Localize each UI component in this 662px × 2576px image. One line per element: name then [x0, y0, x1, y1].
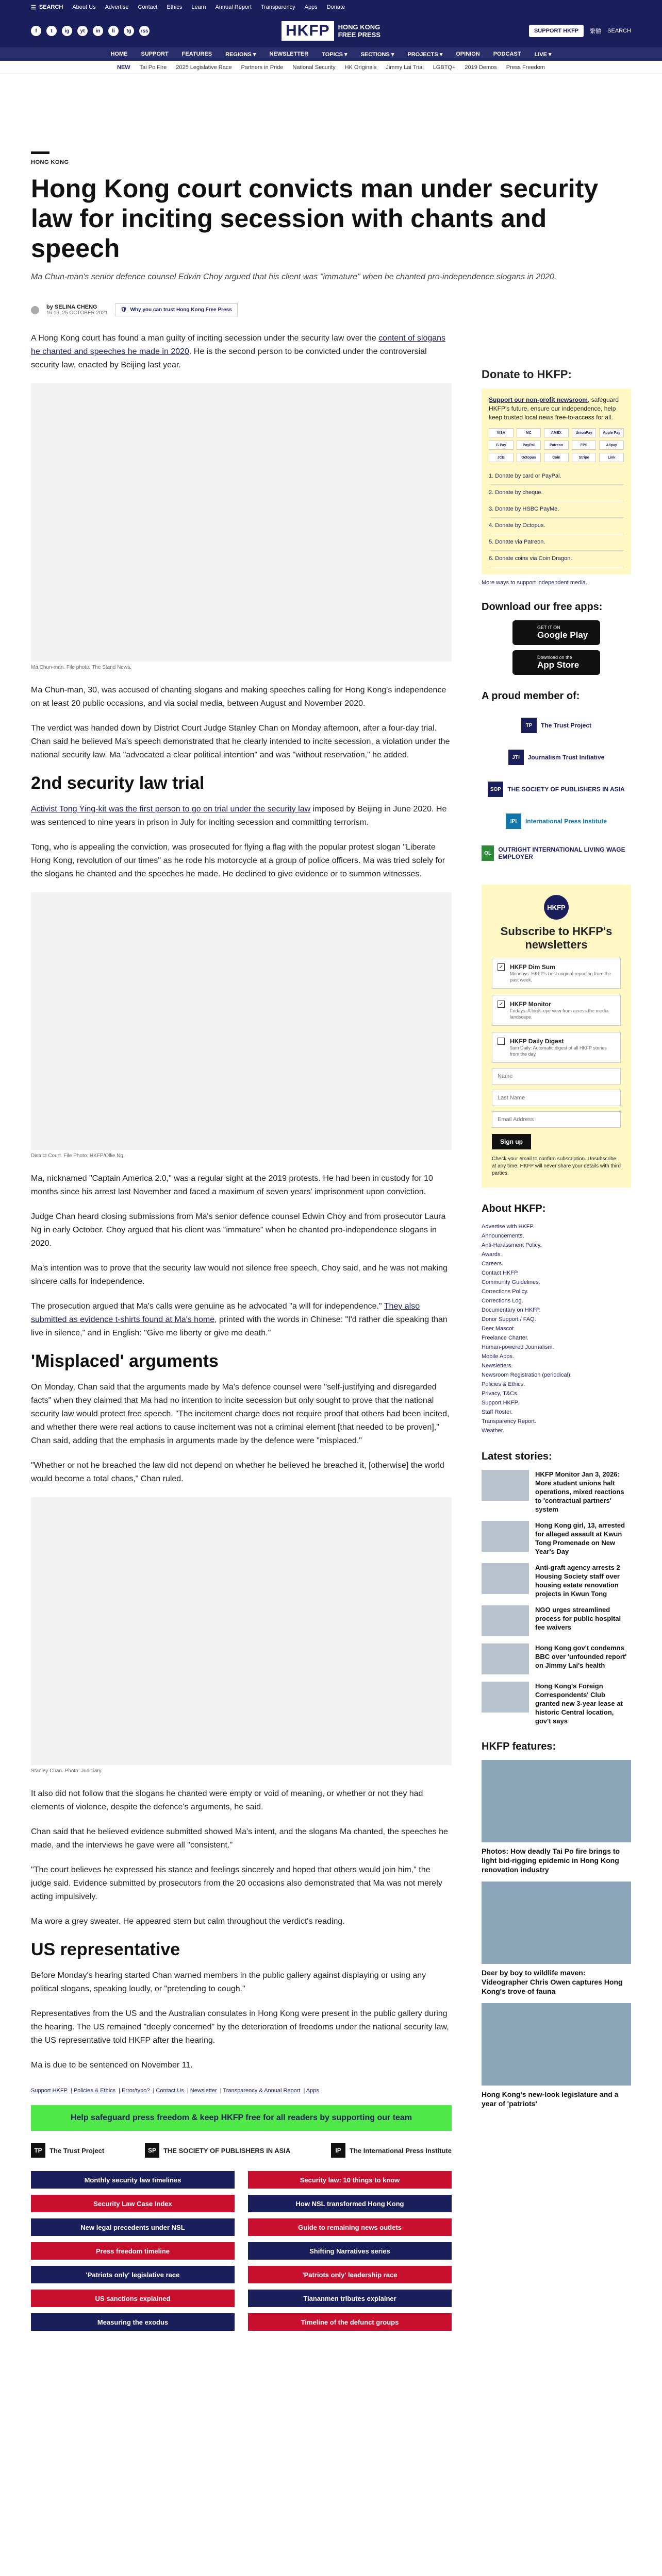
about-list — [482, 1222, 631, 1435]
paragraph: A Hong Kong court has found a man guilty of inciting secession under the security law over the content of slogans he chanted and speeches he made in 2020. He is the second person to be convicted under the controversial security law, enacted by Beijing last year. — [31, 334, 446, 369]
language-toggle[interactable]: 繁體 — [590, 28, 602, 35]
donate-title: Donate to HKFP: — [482, 368, 572, 381]
feature-image — [482, 1760, 631, 1842]
paragraph: Ma, nicknamed "Captain America 2.0," was a regular sight at the 2019 protests. He had been in custody for 10 months since his arrest last November and faced a maximum of seven years' imprisonment upon conviction. — [31, 1174, 433, 1196]
promo-link[interactable]: Timeline of the defunct groups — [248, 2313, 452, 2331]
donate-steps — [489, 468, 624, 567]
figure — [31, 383, 452, 670]
payment-icon: Stripe — [572, 453, 597, 462]
figure — [31, 1497, 452, 1774]
utility-link[interactable]: Annual Report — [215, 4, 252, 10]
promo-link[interactable]: Shifting Narratives series — [248, 2242, 452, 2260]
article-link[interactable]: Activist Tong Ying-kit was the first person to go on trial under the security law — [31, 805, 311, 814]
feature-title[interactable]: Deer by boy to wildlife maven: Videographer Chris Owen captures Hong Kong's trove of fauna — [482, 1969, 623, 1995]
footer-link[interactable]: Contact Us — [156, 2088, 184, 2094]
article-photo — [31, 892, 452, 1150]
byline — [31, 303, 631, 316]
logo-mark: HKFP — [282, 21, 334, 41]
utility-bar — [0, 0, 662, 14]
publish-date: 16:13, 25 OCTOBER 2021 — [46, 310, 108, 316]
newsletter-box — [482, 885, 631, 1188]
site-logo[interactable] — [282, 21, 380, 41]
paragraph: Representatives from the US and the Australian consulates in Hong Kong were present in the public gallery during the hearing. The US remained "deeply concerned" by the deterioration of freedoms under the national security law, the US representative told HKFP after the hearing. — [31, 2009, 449, 2045]
latest-story[interactable] — [482, 1521, 631, 1556]
latest-story[interactable] — [482, 1563, 631, 1598]
feature-card[interactable] — [482, 2003, 631, 2108]
feature-image — [482, 2003, 631, 2086]
footer-link[interactable]: Apps — [306, 2088, 319, 2094]
paragraph: Ma wore a grey sweater. He appeared stern but calm throughout the verdict's reading. — [31, 1917, 345, 1926]
nav-item[interactable]: PROJECTS ▾ — [407, 51, 443, 58]
story-thumbnail — [482, 1643, 529, 1674]
payment-icon: Octopus — [517, 453, 541, 462]
promo-link[interactable]: US sanctions explained — [31, 2290, 235, 2307]
story-thumbnail — [482, 1563, 529, 1594]
search-button[interactable]: SEARCH — [607, 28, 631, 34]
payment-icon: JCB — [489, 453, 514, 462]
tag-link[interactable]: Jimmy Lai Trial — [386, 64, 424, 71]
latest-story[interactable] — [482, 1470, 631, 1514]
trending-tags — [0, 61, 662, 74]
newsletter-title: Subscribe to HKFP's newsletters — [500, 925, 613, 951]
payment-icon: PayPal — [517, 440, 541, 450]
about-link[interactable]: Support HKFP. — [482, 1400, 519, 1406]
latest-story[interactable] — [482, 1682, 631, 1725]
member-logo[interactable]: TP The Trust Project — [482, 709, 631, 741]
menu-button[interactable] — [31, 4, 63, 11]
promo-link[interactable]: New legal precedents under NSL — [31, 2218, 235, 2236]
about-link[interactable]: Anti-Harassment Policy. — [482, 1242, 542, 1248]
newsletter-logo: HKFP — [544, 895, 569, 920]
apps-title: Download our free apps: — [482, 601, 603, 613]
donate-step[interactable]: 2. Donate by cheque. — [489, 485, 624, 501]
checkbox[interactable]: ✓ — [498, 963, 505, 971]
checkbox[interactable] — [498, 1038, 505, 1045]
story-title[interactable]: Anti-graft agency arrests 2 Housing Society staff over housing estate renovation projects in Kwun Tong — [535, 1564, 620, 1598]
linktree-icon[interactable]: li — [108, 26, 119, 36]
article-body — [31, 332, 452, 2331]
about-title: About HKFP: — [482, 1203, 546, 1214]
paragraph: Before Monday's hearing started Chan warned members in the public gallery against displaying or using any political slogans, speaking loudly, or "pretending to cough." — [31, 1971, 426, 1993]
promo-link[interactable]: 'Patriots only' legislative race — [31, 2266, 235, 2283]
promo-link[interactable]: Monthly security law timelines — [31, 2171, 235, 2189]
nav-item[interactable]: LIVE ▾ — [534, 51, 552, 58]
about-link[interactable]: Community Guidelines. — [482, 1279, 540, 1285]
trust-project-logo[interactable]: TP The Trust Project — [31, 2143, 104, 2158]
tag-link[interactable]: 2019 Demos — [465, 64, 497, 71]
story-title[interactable]: NGO urges streamlined process for public hospital fee waivers — [535, 1606, 621, 1631]
paragraph: Judge Chan heard closing submissions from Ma's senior defence counsel Edwin Choy and from prosecutor Laura Ng in early October. Choy argued that his client was "immature" when he chanted pro-independence slogans in 2020. — [31, 1212, 446, 1248]
nav-item[interactable]: NEWSLETTER — [269, 51, 309, 57]
story-thumbnail — [482, 1605, 529, 1636]
about-link[interactable]: Contact HKFP. — [482, 1270, 519, 1276]
paragraph: "The court believes he expressed his stance and feelings sincerely and hoped that others would join him," the judge said. Evidence submitted by prosecutors from the 20 occasions also demonstrated that Ma was not merely acting impulsively. — [31, 1866, 442, 1901]
utility-link[interactable]: Contact — [138, 4, 158, 10]
about-link[interactable]: Human-powered Journalism. — [482, 1344, 554, 1350]
nav-item[interactable]: HOME — [110, 51, 128, 57]
last-name-field[interactable] — [492, 1090, 621, 1106]
paragraph: The prosecution argued that Ma's calls were genuine as he advocated "a will for independence." They also submitted as evidence t-shirts found at Ma's home, printed with the words in Chinese: "I'd rather die speaking than live in silence," and in English: "Give me liberty or give me death." — [31, 1302, 448, 1337]
feature-list — [482, 1760, 631, 2108]
main-nav — [0, 47, 662, 61]
footer-link[interactable]: Support HKFP — [31, 2088, 68, 2094]
about-link[interactable]: Deer Mascot. — [482, 1326, 516, 1332]
footer-link[interactable]: Transparency & Annual Report — [223, 2088, 301, 2094]
paragraph: The verdict was handed down by District Court Judge Stanley Chan on Monday afternoon, after a four-day trial. Chan said he believed Ma's speech demonstrated that he clearly intended to incite secession, a violation under the national security law. Ma "advocated a clear political intention" and was "without reservation," he added. — [31, 724, 450, 759]
google-play-button[interactable]: GET IT ON Google Play — [512, 620, 600, 645]
about-link[interactable]: Announcements. — [482, 1233, 524, 1239]
promo-link[interactable]: 'Patriots only' leadership race — [248, 2266, 452, 2283]
payment-icon: UnionPay — [572, 428, 597, 437]
photo-caption: District Court. File Photo: HKFP/Ollie Ng. — [31, 1153, 125, 1159]
promo-link[interactable]: Measuring the exodus — [31, 2313, 235, 2331]
name-field[interactable] — [492, 1068, 621, 1084]
donate-step[interactable]: 4. Donate by Octopus. — [489, 518, 624, 534]
latest-title: Latest stories: — [482, 1451, 552, 1462]
features-title: HKFP features: — [482, 1741, 556, 1752]
nav-item[interactable]: TOPICS ▾ — [322, 51, 347, 58]
nav-item[interactable]: REGIONS ▾ — [225, 51, 256, 58]
promo-link[interactable]: Press freedom timeline — [31, 2242, 235, 2260]
brand-bar — [0, 14, 662, 47]
promo-link[interactable]: Tiananmen tributes explainer — [248, 2290, 452, 2307]
subheading: 'Misplaced' arguments — [31, 1351, 219, 1371]
tag-link[interactable]: LGBTQ+ — [433, 64, 456, 71]
latest-story[interactable] — [482, 1605, 631, 1636]
feature-card[interactable] — [482, 1882, 631, 1996]
payment-icon: Patreon — [544, 440, 569, 450]
payment-icons — [489, 428, 624, 462]
donate-step[interactable]: 6. Donate coins via Coin Dragon. — [489, 551, 624, 567]
shield-icon: 🛡 — [120, 307, 127, 313]
promo-link[interactable]: How NSL transformed Hong Kong — [248, 2195, 452, 2212]
tag-link[interactable]: Press Freedom — [506, 64, 545, 71]
footer-link[interactable]: Newsletter — [190, 2088, 217, 2094]
article-photo — [31, 383, 452, 662]
donate-step[interactable]: 1. Donate by card or PayPal. — [489, 468, 624, 485]
partner-logos — [31, 2143, 452, 2158]
logo-text: HONG KONG FREE PRESS — [338, 23, 381, 39]
latest-stories — [482, 1470, 631, 1725]
feature-image — [482, 1882, 631, 1964]
utility-link[interactable]: About Us — [72, 4, 96, 10]
instagram-icon[interactable]: ig — [62, 26, 72, 36]
member-logo[interactable]: SOP THE SOCIETY OF PUBLISHERS IN ASIA — [482, 773, 631, 805]
promo-link[interactable]: Guide to remaining news outlets — [248, 2218, 452, 2236]
payment-icon: FPS — [572, 440, 597, 450]
payment-icon: G Pay — [489, 440, 514, 450]
youtube-icon[interactable]: yt — [77, 26, 88, 36]
newsletter-option[interactable]: ✓ HKFP Monitor Fridays: A birds-eye view from across the media landscape. — [492, 995, 621, 1026]
utility-link[interactable]: Learn — [191, 4, 206, 10]
article-photo — [31, 1497, 452, 1765]
support-button[interactable]: SUPPORT HKFP — [529, 25, 584, 37]
about-link[interactable]: Corrections Log. — [482, 1298, 523, 1304]
twitter-icon[interactable]: t — [46, 26, 57, 36]
section-rule — [31, 151, 49, 154]
utility-link[interactable]: Advertise — [105, 4, 129, 10]
feature-title[interactable]: Hong Kong's new-look legislature and a year of 'patriots' — [482, 2090, 619, 2108]
nav-item[interactable]: SECTIONS ▾ — [360, 51, 394, 58]
paragraph: Tong, who is appealing the conviction, was prosecuted for flying a flag with the popular protest slogan "Liberate Hong Kong, revolution of our times" as he rode his motorcycle at a group of police officers. Ma was tried solely for the slogans he chanted and the speeches he made. He declined to give evidence or to summon witnesses. — [31, 843, 445, 878]
about-link[interactable]: Newsroom Registration (periodical). — [482, 1372, 572, 1378]
sopa-logo[interactable]: SP THE SOCIETY OF PUBLISHERS IN ASIA — [145, 2143, 290, 2158]
story-thumbnail — [482, 1470, 529, 1501]
paragraph: Ma Chun-man, 30, was accused of chanting slogans and making speeches calling for Hong Kong's independence on at least 20 public occasions, and via social media, between August and November 2020. — [31, 686, 446, 708]
story-title[interactable]: Hong Kong gov't condemns BBC over 'unfounded report' on Jimmy Lai's health — [535, 1644, 627, 1669]
newsletter-note: Check your email to confirm subscription. Unsubscribe at any time. HKFP will never share your details with third parties. — [492, 1156, 621, 1176]
story-thumbnail — [482, 1521, 529, 1552]
about-link[interactable]: Policies & Ethics. — [482, 1381, 525, 1387]
about-link[interactable]: Freelance Charter. — [482, 1335, 529, 1341]
section-label[interactable]: HONG KONG — [31, 159, 69, 165]
about-link[interactable]: Staff Roster. — [482, 1409, 513, 1415]
utility-link[interactable]: Transparency — [260, 4, 295, 10]
donate-box — [482, 388, 631, 574]
email-field[interactable] — [492, 1111, 621, 1128]
newsletter-option[interactable]: HKFP Daily Digest 9am Daily: Automatic digest of all HKFP stories from the day. — [492, 1032, 621, 1063]
subheading: 2nd security law trial — [31, 773, 205, 793]
payment-icon: Alipay — [599, 440, 624, 450]
author-avatar — [31, 306, 39, 314]
rss-icon[interactable]: rss — [139, 26, 150, 36]
paragraph: Activist Tong Ying-kit was the first person to go on trial under the security law imposed by Beijing in June 2020. He was sentenced to nine years in prison in July for inciting secession and committing terrorism. — [31, 805, 447, 827]
about-link[interactable]: Mobile Apps. — [482, 1353, 514, 1360]
payment-icon: Apple Pay — [599, 428, 624, 437]
tag-link[interactable]: Tai Po Fire — [139, 64, 167, 71]
latest-story[interactable] — [482, 1643, 631, 1674]
newsletter-option[interactable]: ✓ HKFP Dim Sum Mondays: HKFP's best original reporting from the past week. — [492, 958, 621, 989]
about-link[interactable]: Awards. — [482, 1251, 502, 1258]
paragraph: Ma's intention was to prove that the security law would not silence free speech, Choy said, and he was not making sincere calls for independence. — [31, 1264, 448, 1286]
article-standfirst: Ma Chun-man's senior defence counsel Edwin Choy argued that his client was "immature" when he chanted pro-independence slogans in 2020. — [31, 273, 557, 281]
about-link[interactable]: Corrections Policy. — [482, 1289, 528, 1295]
story-title[interactable]: Hong Kong's Foreign Correspondents' Club granted new 3-year lease at historic Central location, gov't says — [535, 1682, 623, 1725]
tag-link[interactable]: National Security — [292, 64, 336, 71]
donate-link[interactable]: Support our non-profit newsroom — [489, 396, 588, 403]
tag-link[interactable]: Partners in Pride — [241, 64, 284, 71]
payment-icon: MC — [517, 428, 541, 437]
article-footer-links: Support HKFP | Policies & Ethics | Error/typo? | Contact Us | Newsletter | Transparency & Annual Report | Apps — [31, 2088, 319, 2094]
about-link[interactable]: Weather. — [482, 1428, 504, 1434]
member-title: A proud member of: — [482, 690, 580, 702]
search-label: SEARCH — [39, 4, 63, 10]
ipi-logo[interactable]: IP The International Press Institute — [331, 2143, 452, 2158]
feature-card[interactable] — [482, 1760, 631, 1874]
author-name[interactable]: by SELINA CHENG — [46, 304, 97, 310]
utility-link[interactable]: Ethics — [167, 4, 183, 10]
nav-item[interactable]: OPINION — [456, 51, 480, 57]
tag-link[interactable]: HK Originals — [344, 64, 377, 71]
article-headline: Hong Kong court convicts man under security law for inciting secession with chants and speech — [31, 174, 599, 263]
about-link[interactable]: Documentary on HKFP. — [482, 1307, 541, 1313]
paragraph: It also did not follow that the slogans he chanted were empty or void of meaning, or whether or not they had elements of violence, despite the defence's arguments, he said. — [31, 1789, 423, 1811]
photo-caption: Stanley Chan. Photo: Judiciary. — [31, 1768, 103, 1774]
subheading: US representative — [31, 1940, 180, 1959]
linkedin-icon[interactable]: in — [93, 26, 103, 36]
promo-link[interactable]: Security law: 10 things to know — [248, 2171, 452, 2189]
nav-item[interactable]: SUPPORT — [141, 51, 169, 57]
about-link[interactable]: Donor Support / FAQ. — [482, 1316, 536, 1323]
hamburger-icon: ☰ — [31, 4, 36, 11]
footer-link[interactable]: Error/typo? — [122, 2088, 150, 2094]
payment-icon: VISA — [489, 428, 514, 437]
utility-link[interactable]: Apps — [304, 4, 318, 10]
tag-link[interactable]: 2025 Legislative Race — [176, 64, 232, 71]
feature-title[interactable]: Photos: How deadly Tai Po fire brings to light bid-rigging epidemic in Hong Kong renovation industry — [482, 1847, 620, 1874]
about-link[interactable]: Careers. — [482, 1261, 504, 1267]
promo-link[interactable]: Security Law Case Index — [31, 2195, 235, 2212]
article-link[interactable]: content of slogans he chanted and speeches he made in 2020 — [31, 334, 446, 356]
support-banner[interactable]: Help safeguard press freedom & keep HKFP free for all readers by supporting our team — [31, 2105, 452, 2131]
paragraph: Ma is due to be sentenced on November 11. — [31, 2061, 193, 2070]
member-logo[interactable]: OL OUTRIGHT INTERNATIONAL LIVING WAGE EMPLOYER — [482, 837, 631, 869]
donate-text: Support our non-profit newsroom, safeguard HKFP's future, ensure our independence, help keep trusted local news free-to-access for all. — [489, 396, 619, 421]
story-title[interactable]: HKFP Monitor Jan 3, 2026: More student unions halt operations, mixed reactions to 'contractual partners' system — [535, 1470, 624, 1513]
about-link[interactable]: Privacy, T&Cs. — [482, 1391, 519, 1397]
footer-link[interactable]: Policies & Ethics — [73, 2088, 116, 2094]
social-links — [31, 26, 150, 36]
payment-icon: AMEX — [544, 428, 569, 437]
nav-item[interactable]: FEATURES — [181, 51, 212, 57]
about-link[interactable]: Advertise with HKFP. — [482, 1224, 535, 1230]
member-logo[interactable]: JTI Journalism Trust Initiative — [482, 741, 631, 773]
checkbox[interactable]: ✓ — [498, 1001, 505, 1008]
photo-caption: Ma Chun-man. File photo: The Stand News. — [31, 665, 131, 670]
telegram-icon[interactable]: tg — [124, 26, 134, 36]
facebook-icon[interactable]: f — [31, 26, 41, 36]
member-logo[interactable]: IPI International Press Institute — [482, 805, 631, 837]
donate-step[interactable]: 3. Donate by HSBC PayMe. — [489, 501, 624, 518]
trust-link[interactable]: 🛡 Why you can trust Hong Kong Free Press — [115, 303, 238, 316]
paragraph: On Monday, Chan said that the arguments made by Ma's defence counsel were "self-justifying and disregarded facts" when they claimed that Ma had no intention to incite secession but only sought to prove that the national security law would protect free speech. "The incitement charge does not require proof that others had been incited, and whether there were real actions to cause incitement was not a criminal element [that needed to be proven]," Chan said, adding that the emphasis in arguments made by the defence were "misplaced." — [31, 1383, 450, 1445]
signup-button[interactable]: Sign up — [492, 1134, 531, 1149]
about-link[interactable]: Transparency Report. — [482, 1418, 536, 1425]
app-store-button[interactable]: Download on the App Store — [512, 650, 600, 675]
story-title[interactable]: Hong Kong girl, 13, arrested for alleged assault at Kwun Tong Promenade on New Year's Day — [535, 1521, 625, 1555]
story-thumbnail — [482, 1682, 529, 1713]
figure — [31, 892, 452, 1159]
new-label: NEW — [117, 64, 130, 71]
payment-icon: Link — [599, 453, 624, 462]
paragraph: Chan said that he believed evidence submitted showed Ma's intent, and the slogans Ma chanted, the speeches he made, and the interviews he gave were all "consistent." — [31, 1827, 448, 1850]
nav-item[interactable]: PODCAST — [493, 51, 521, 57]
more-ways-link[interactable]: More ways to support independent media. — [482, 580, 587, 586]
utility-link[interactable]: Donate — [326, 4, 345, 10]
article-link[interactable]: They also submitted as evidence t-shirts found at Ma's home — [31, 1302, 420, 1324]
paragraph: "Whether or not he breached the law did not depend on whether he believed he breached it, [otherwise] the world would become a total chaos," Chan ruled. — [31, 1461, 444, 1483]
about-link[interactable]: Newsletters. — [482, 1363, 513, 1369]
promo-grid — [31, 2171, 452, 2331]
donate-step[interactable]: 5. Donate via Patreon. — [489, 534, 624, 551]
sidebar — [482, 332, 631, 2331]
payment-icon: Coin — [544, 453, 569, 462]
